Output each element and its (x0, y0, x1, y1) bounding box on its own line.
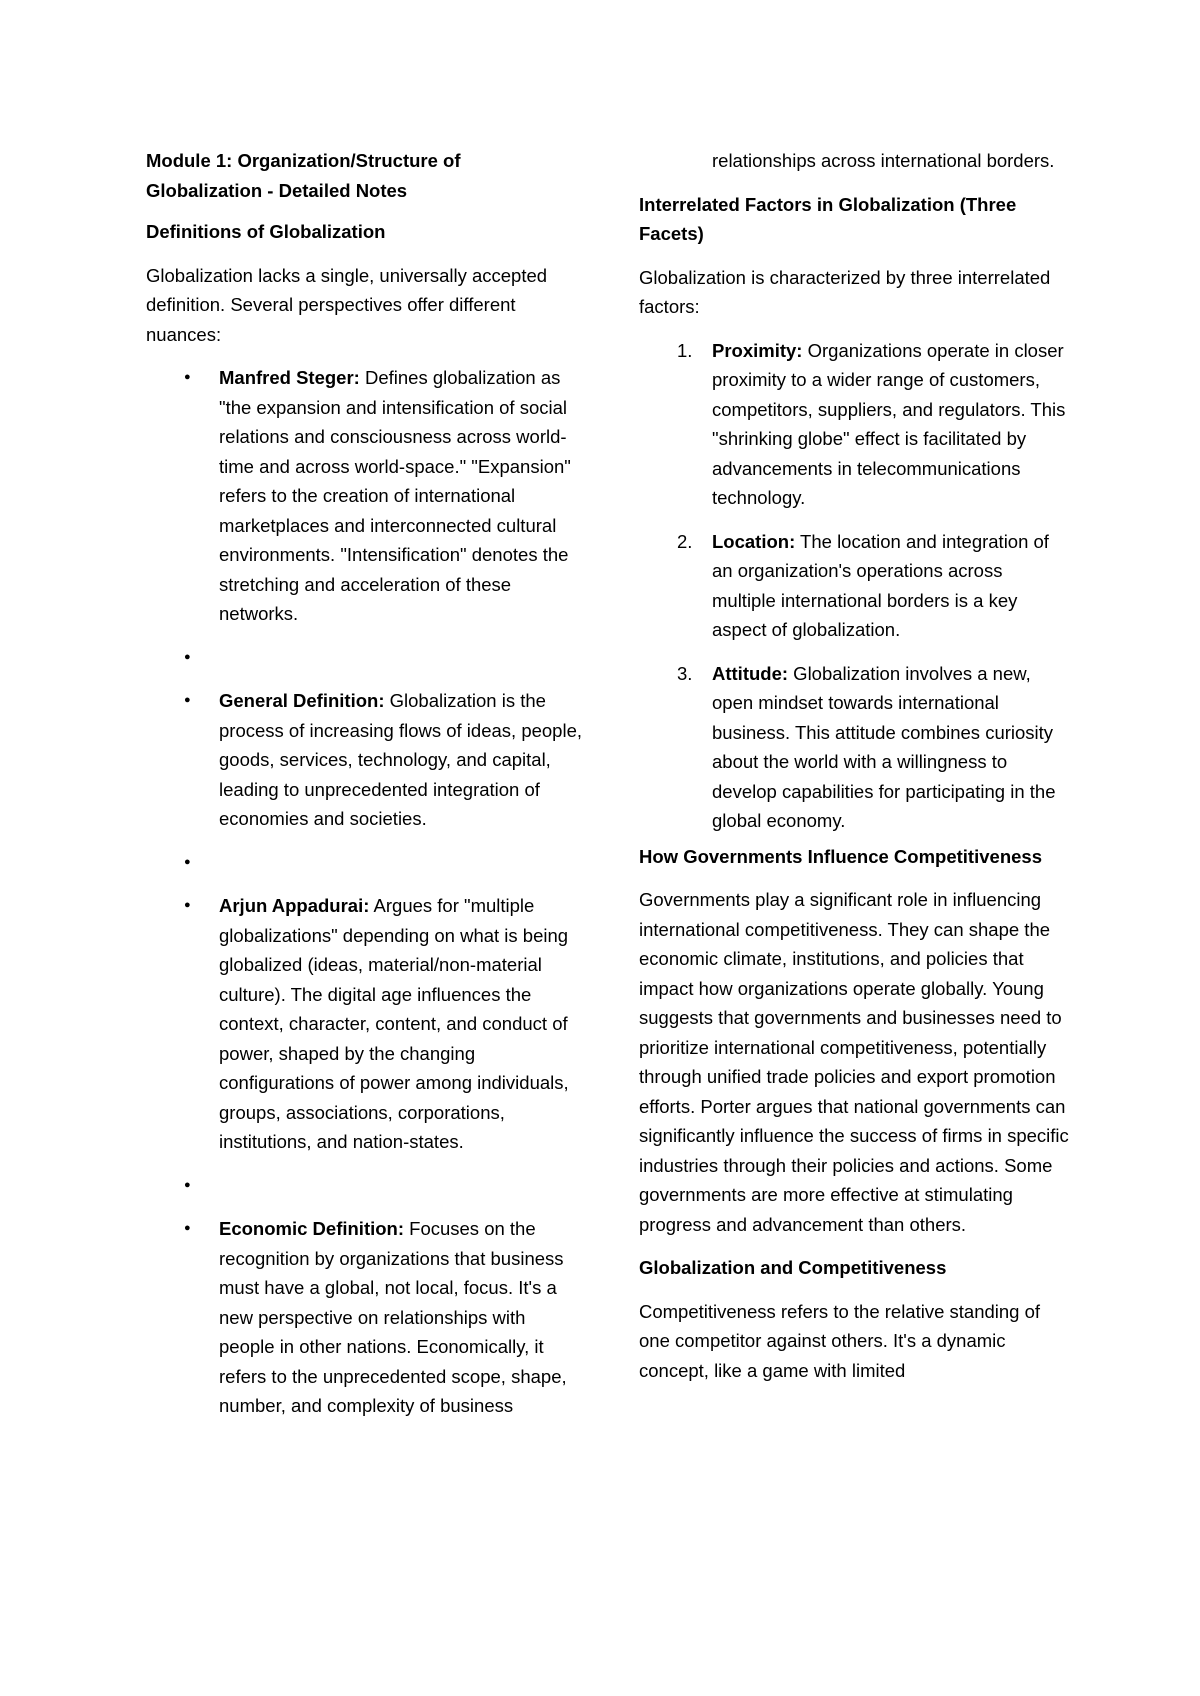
list-item-location (639, 527, 1069, 645)
factors-heading: Interrelated Factors in Globalization (Three Facets) (639, 193, 1017, 244)
text-economic: Focuses on the recognition by organizations that business must have a global, not local, focus. It's a new perspective on relationships with people in other nations. Economically, it refers to the unprecedented scope, shape, number, and complexity of business (219, 1218, 567, 1416)
list-item-general (146, 686, 584, 834)
list-item-empty-2 (146, 848, 584, 878)
page-title-line-2: Globalization - Detailed Notes (146, 179, 408, 201)
list-number: 1. (677, 339, 693, 361)
factors-intro: Globalization is characterized by three interrelated factors: (639, 266, 1051, 317)
term-steger: Manfred Steger: (219, 367, 360, 388)
list-item-empty-3 (146, 1171, 584, 1201)
text-attitude: Globalization involves a new, open mindset towards international business. This attitude combines curiosity about the world with a willingness to develop capabilities for participating in the global economy. (712, 662, 1056, 831)
competitiveness-text: Competitiveness refers to the relative standing of one competitor against others. It's a dynamic concept, like a game with limited (639, 1300, 1041, 1381)
list-item-steger (146, 363, 584, 629)
list-item-empty-1 (146, 643, 584, 673)
continuation-text: relationships across international borders. (712, 150, 1055, 171)
text-proximity: Organizations operate in closer proximity to a wider range of customers, competitors, suppliers, and regulators. This "shrinking globe" effect is facilitated by advancements in telecommunications technology. (712, 339, 1066, 508)
governments-heading: How Governments Influence Competitiveness (639, 845, 1042, 867)
term-general: General Definition: (219, 690, 385, 711)
text-general: Globalization is the process of increasing flows of ideas, people, goods, services, technology, and capital, leading to unprecedented integration of economies and societies. (219, 690, 583, 829)
term-economic: Economic Definition: (219, 1218, 404, 1239)
text-steger: Defines globalization as "the expansion and intensification of social relations and consciousness across world-time and across world-space." "Expansion" refers to the creation of international marketplaces and interconnected cultural environments. "Intensification" denotes the stretching and acceleration of these networks. (219, 367, 571, 624)
definitions-heading: Definitions of Globalization (146, 221, 386, 242)
list-number: 3. (677, 662, 693, 684)
term-location: Location: (712, 530, 796, 552)
governments-text: Governments play a significant role in influencing international competitiveness. They can shape the economic climate, institutions, and policies that impact how organizations operate globally. Young suggests that governments and businesses need to prioritize international competitiveness, potentially through unified trade policies and export promotion efforts. Porter argues that national governments can significantly influence the success of firms in specific industries through their policies and actions. Some governments are more effective at stimulating progress and advancement than others. (639, 889, 1069, 1235)
factors-list (639, 336, 1069, 836)
definitions-intro: Globalization lacks a single, universally accepted definition. Several perspectives offer different nuances: (146, 264, 548, 345)
term-attitude: Attitude: (712, 662, 789, 684)
list-item-economic (146, 1214, 584, 1421)
text-location: The location and integration of an organization's operations across multiple international borders is a key aspect of globalization. (712, 530, 1049, 640)
left-column (146, 146, 584, 1421)
list-item-proximity (639, 336, 1069, 513)
term-proximity: Proximity: (712, 339, 803, 361)
competitiveness-heading: Globalization and Competitiveness (639, 1257, 947, 1278)
list-item-appadurai (146, 891, 584, 1157)
term-appadurai: Arjun Appadurai: (219, 895, 370, 916)
list-item-attitude (639, 659, 1069, 836)
right-column (639, 146, 1069, 1385)
list-number: 2. (677, 530, 693, 552)
page-title-line-1: Module 1: Organization/Structure of (146, 150, 461, 171)
definitions-list (146, 363, 584, 1421)
text-appadurai: Argues for "multiple globalizations" depending on what is being globalized (ideas, material/non-material culture). The digital age influences the context, character, content, and conduct of power, shaped by the changing configurations of power among individuals, groups, associations, corporations, institutions, and nation-states. (219, 895, 569, 1152)
